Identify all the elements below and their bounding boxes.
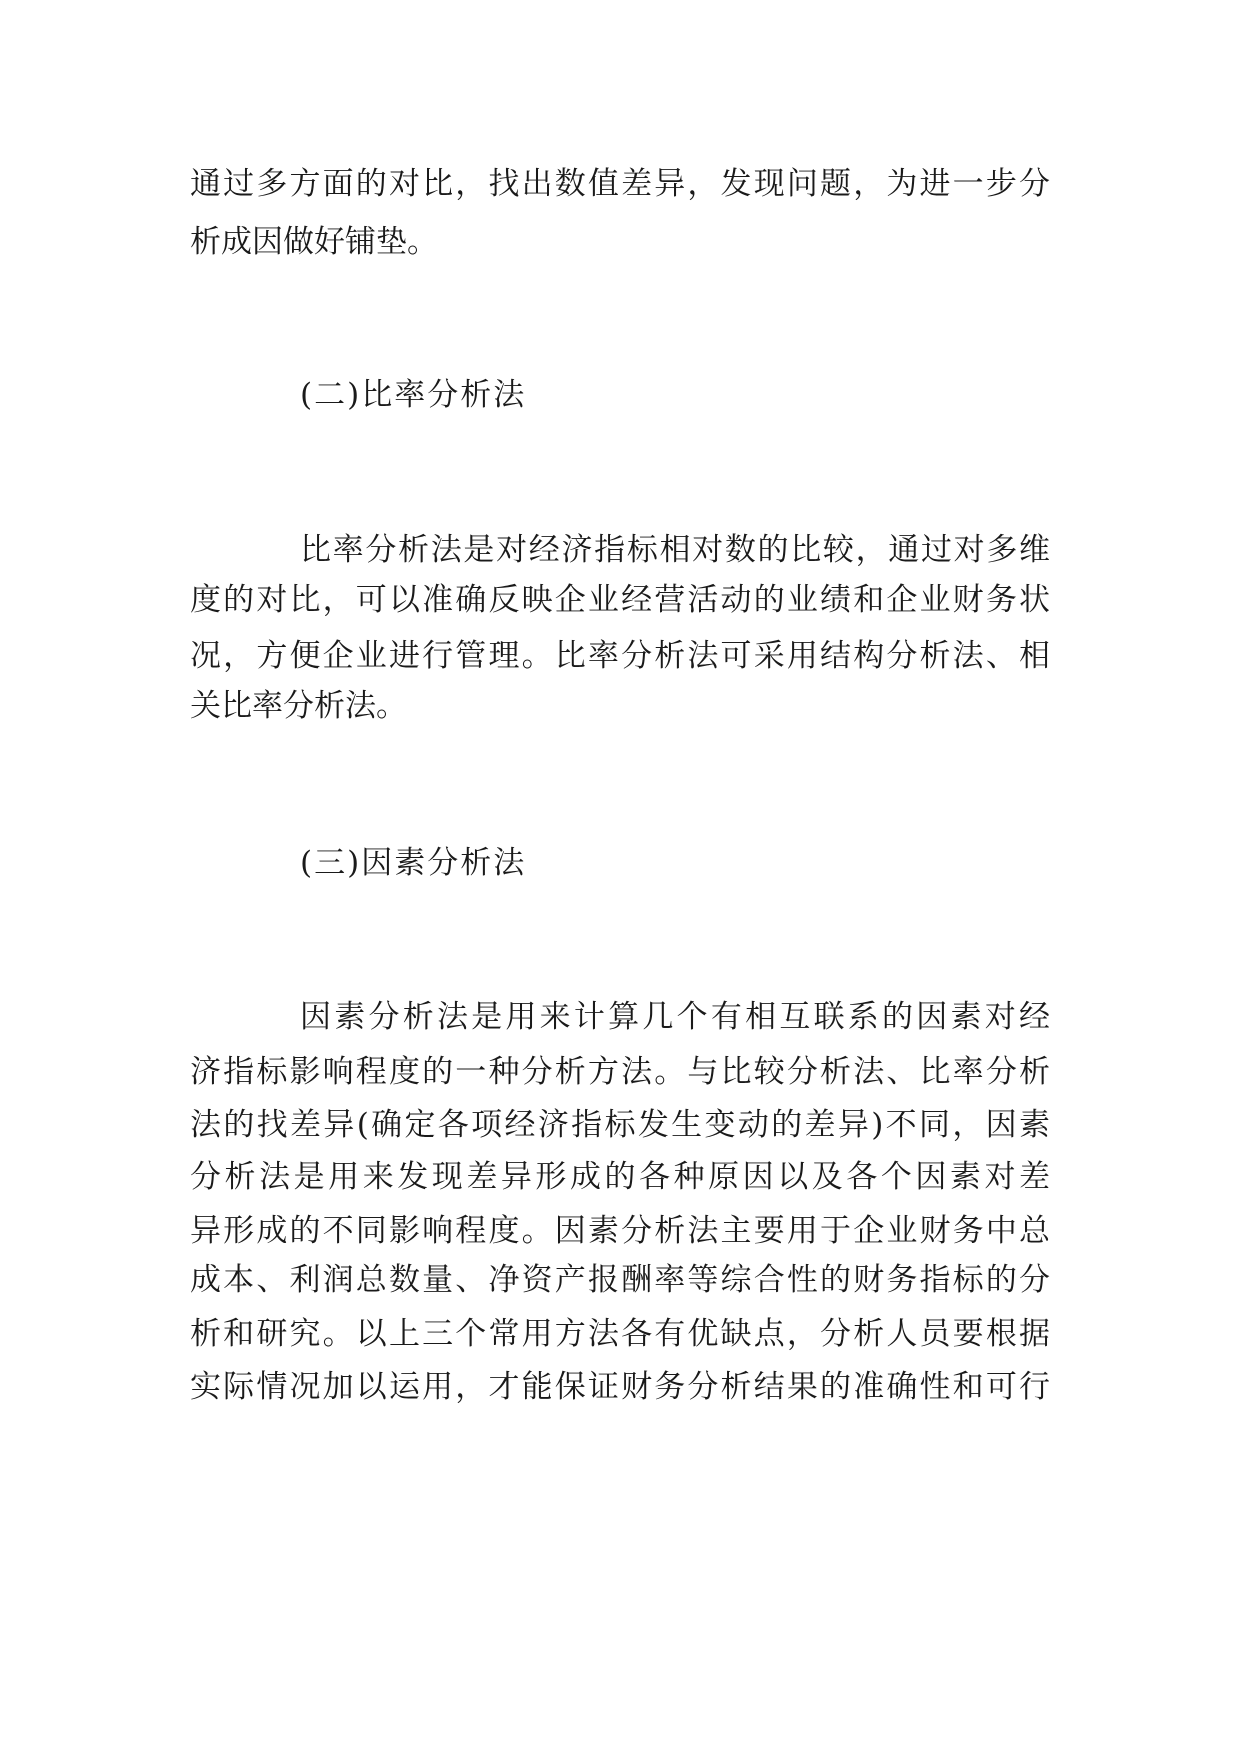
section-heading-factor-analysis: (三)因素分析法 [300,845,527,881]
text-line: 法的找差异(确定各项经济指标发生变动的差异)不同，因素 [190,1107,1050,1143]
text-line: 度的对比，可以准确反映企业经营活动的业绩和企业财务状 [190,582,1050,618]
text-line: 比率分析法是对经济指标相对数的比较，通过对多维 [300,532,1050,568]
text-line: 成本、利润总数量、净资产报酬率等综合性的财务指标的分 [190,1262,1050,1298]
text-line: 实际情况加以运用，才能保证财务分析结果的准确性和可行 [190,1369,1050,1405]
text-line: 通过多方面的对比，找出数值差异，发现问题，为进一步分 [190,166,1050,202]
text-line: 况，方便企业进行管理。比率分析法可采用结构分析法、相 [190,638,1050,674]
section-heading-ratio-analysis: (二)比率分析法 [300,377,527,413]
text-line: 济指标影响程度的一种分析方法。与比较分析法、比率分析 [190,1054,1050,1090]
text-line: 关比率分析法。 [190,688,407,724]
text-line: 分析法是用来发现差异形成的各种原因以及各个因素对差 [190,1159,1050,1195]
text-line: 异形成的不同影响程度。因素分析法主要用于企业财务中总 [190,1213,1050,1249]
text-line: 析成因做好铺垫。 [190,224,438,260]
text-line: 析和研究。以上三个常用方法各有优缺点，分析人员要根据 [190,1316,1050,1352]
text-line: 因素分析法是用来计算几个有相互联系的因素对经 [300,999,1050,1035]
